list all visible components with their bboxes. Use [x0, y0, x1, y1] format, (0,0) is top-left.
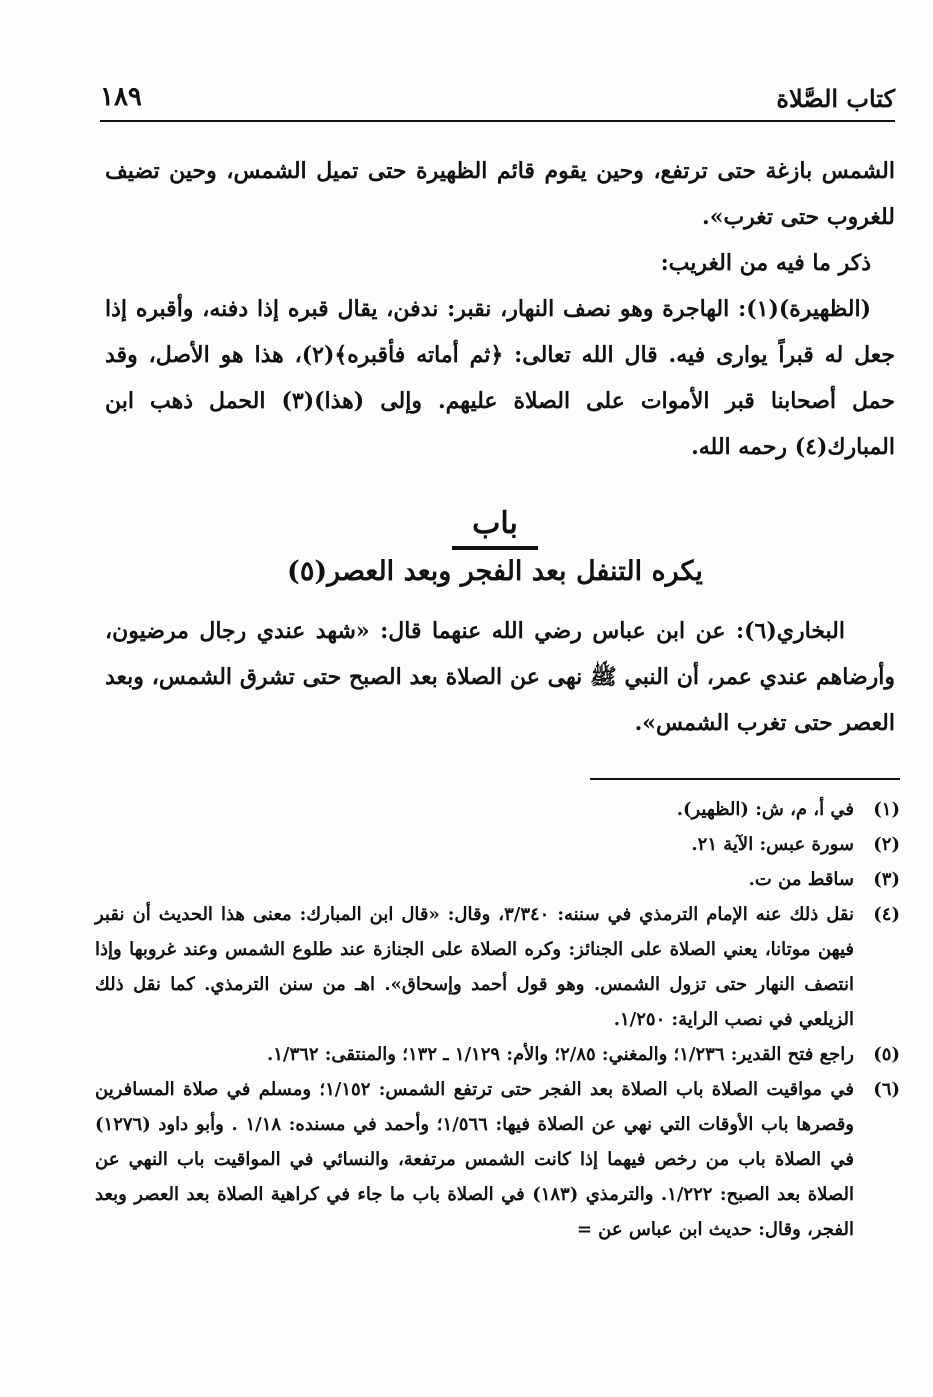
footnote-text: راجع فتح القدير: ١/٢٣٦؛ والمغني: ٢/٨٥؛ والأم: ١/١٢٩ ـ ١٣٢؛ والمنتقى: ١/٣٦٢.	[266, 1044, 854, 1065]
chapter-subtitle: يكره التنفل بعد الفجر وبعد العصر(٥)	[287, 556, 703, 587]
bab-word: باب	[452, 502, 538, 550]
footnote	[95, 862, 900, 897]
book-title: كتاب الصَّلاة	[776, 84, 895, 113]
footnote-text: في أ، م، ش: (الظهير).	[676, 799, 854, 820]
footnote-number: (١)	[873, 799, 900, 820]
page-header	[100, 78, 895, 122]
page-number: ١٨٩	[100, 82, 142, 112]
footnote	[95, 827, 900, 862]
footnote-number: (٦)	[873, 1079, 900, 1100]
footnote	[95, 1037, 900, 1072]
footnotes	[95, 792, 900, 1247]
footnote	[95, 792, 900, 827]
chapter-heading	[100, 502, 890, 587]
hadith-block	[105, 608, 895, 746]
footnote-number: (٥)	[873, 1044, 900, 1065]
explanation-paragraph: (الظهيرة)(١): الهاجرة وهو نصف النهار، نقبر: ندفن، يقال قبره إذا دفنه، وأقبره إذا جعل له قبراً يوارى فيه. قال الله تعالى: ﴿ثم أماته فأقبره﴾(٢)، هذا هو الأصل، وقد حمل أصحابنا قبر الأموات على الصلاة عليهم. وإلى (هذا)(٣) الحمل ذهب ابن المبارك(٤) رحمه الله.	[105, 296, 895, 460]
footnote-text: سورة عبس: الآية ٢١.	[691, 834, 854, 855]
footnote	[95, 897, 900, 1037]
footnote-text: نقل ذلك عنه الإمام الترمذي في سننه: ٣/٣٤٠، وقال: «قال ابن المبارك: معنى هذا الحديث أن نقبر فيهن موتانا، يعني الصلاة على الجنائز: وكره الصلاة على الجنازة عند طلوع الشمس وعند غروبها وإذا انتصف النهار حتى تزول الشمس. وهو قول أحمد وإسحاق». اهـ من سنن الترمذي. كما نقل ذلك الزيلعي في نصب الراية: ١/٢٥٠.	[95, 904, 854, 1030]
footnote	[95, 1072, 900, 1247]
footnote-number: (٣)	[873, 869, 900, 890]
footnote-number: (٤)	[873, 904, 900, 925]
footnote-text: في مواقيت الصلاة باب الصلاة بعد الفجر حتى ترتفع الشمس: ١/١٥٢؛ ومسلم في صلاة المسافرين وقصرها باب الأوقات التي نهي عن الصلاة فيها: ١/٥٦٦؛ وأحمد في مسنده: ١/١٨ . وأبو داود (١٢٧٦) في الصلاة باب من رخص فيهما إذا كانت الشمس مرتفعة، والنسائي في المواقيت باب النهي عن الصلاة بعد الصبح: ١/٢٢٢. والترمذي (١٨٣) في الصلاة باب ما جاء في كراهية الصلاة بعد العصر وبعد الفجر، وقال: حديث ابن عباس عن =	[95, 1079, 854, 1240]
section-heading: ذكر ما فيه من الغريب:	[660, 250, 871, 276]
footnote-separator	[590, 778, 900, 780]
continued-hadith-text: الشمس بازغة حتى ترتفع، وحين يقوم قائم الظهيرة حتى تميل الشمس، وحين تضيف للغروب حتى تغرب».	[105, 158, 895, 230]
footnote-number: (٢)	[873, 834, 900, 855]
main-text	[105, 148, 895, 470]
footnote-text: ساقط من ت.	[748, 869, 854, 890]
hadith-text: البخاري(٦): عن ابن عباس رضي الله عنهما قال: «شهد عندي رجال مرضيون، وأرضاهم عندي عمر، أن النبي ﷺ نهى عن الصلاة بعد الصبح حتى تشرق الشمس، وبعد العصر حتى تغرب الشمس».	[105, 618, 895, 736]
